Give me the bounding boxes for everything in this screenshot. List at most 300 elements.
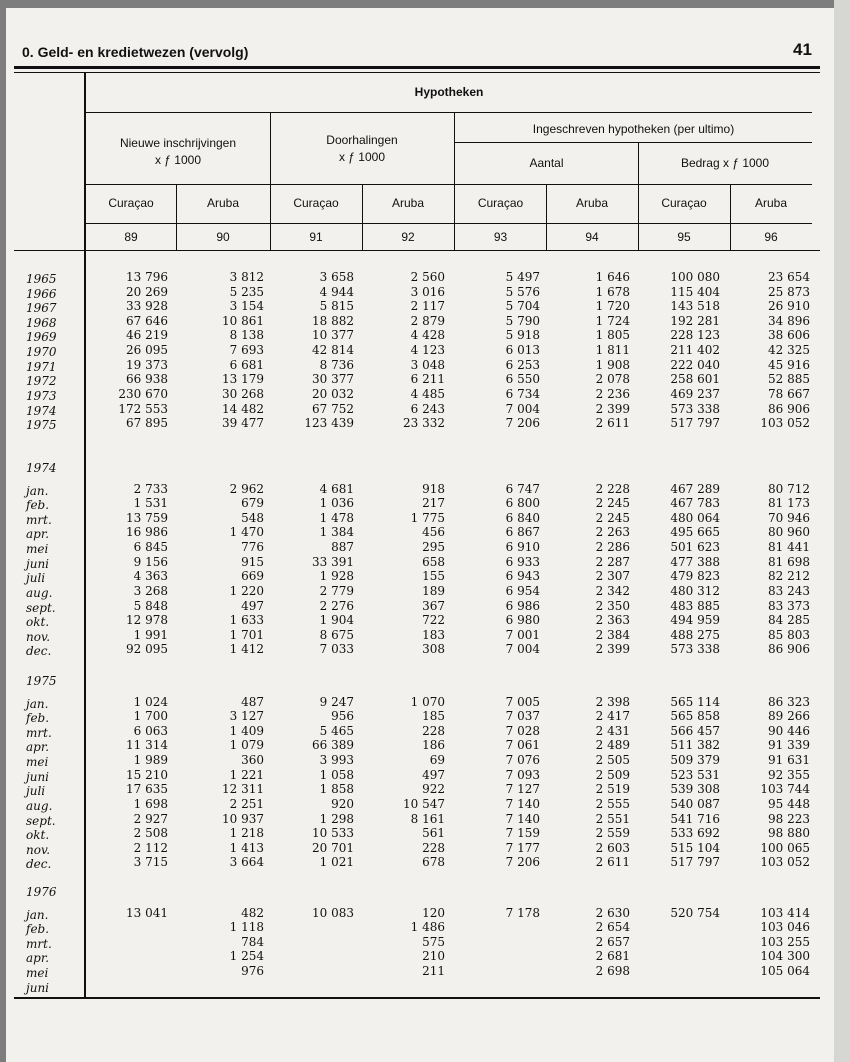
column-header-4: Aruba (391, 196, 425, 210)
rule-above-colnums (86, 223, 812, 224)
heading-aantal: Aantal (529, 156, 564, 170)
table-cell: 541 716 (670, 811, 720, 826)
table-cell: 2 350 (595, 598, 630, 613)
table-cell: 6 840 (505, 510, 540, 525)
row-label: sept. (26, 813, 56, 828)
table-cell: 2 286 (595, 540, 630, 555)
section-year-1975: 1975 (26, 674, 57, 688)
table-cell: 497 (422, 767, 445, 782)
column-header-2: Aruba (206, 196, 240, 210)
table-cell: 120 (422, 905, 445, 920)
table-cell: 4 123 (410, 343, 445, 358)
row-label: mrt. (26, 512, 52, 527)
table-cell: 1 384 (319, 525, 354, 540)
column-number-92: 92 (401, 230, 415, 244)
table-cell: 1 531 (133, 496, 168, 511)
table-cell: 81 441 (768, 540, 810, 555)
page-number: 41 (793, 40, 812, 59)
table-cell: 776 (241, 540, 264, 555)
table-cell: 922 (422, 782, 445, 797)
row-label: nov. (26, 842, 51, 857)
table-cell: 1 908 (595, 357, 630, 372)
table-cell: 956 (331, 709, 354, 724)
row-label: sept. (26, 600, 56, 615)
table-cell: 3 127 (229, 709, 264, 724)
column-number-96: 96 (764, 230, 778, 244)
table-cell: 2 927 (133, 811, 168, 826)
table-cell: 566 457 (670, 723, 720, 738)
table-cell: 2 489 (595, 738, 630, 753)
table-cell: 25 873 (768, 284, 810, 299)
table-bottom-rule (14, 997, 820, 999)
heading-bedrag: Bedrag x ƒ 1000 (680, 156, 770, 170)
table-cell: 228 (422, 840, 445, 855)
table-cell: 2 779 (319, 583, 354, 598)
row-label: 1972 (26, 374, 57, 389)
table-cell: 91 339 (768, 738, 810, 753)
table-cell: 517 797 (670, 416, 720, 431)
table-cell: 3 993 (319, 753, 354, 768)
table-cell: 2 245 (595, 510, 630, 525)
table-cell: 2 733 (133, 481, 168, 496)
header-rule (14, 66, 820, 69)
table-cell: 5 576 (505, 284, 540, 299)
heading-hypotheken: Hypotheken (414, 85, 484, 99)
row-label: juli (26, 571, 46, 586)
row-label: feb. (26, 922, 50, 937)
table-cell: 67 752 (312, 401, 354, 416)
table-cell: 658 (422, 554, 445, 569)
table-cell: 2 698 (595, 964, 630, 979)
table-cell: 83 243 (768, 583, 810, 598)
table-cell: 103 744 (760, 782, 810, 797)
table-cell: 1 720 (595, 299, 630, 314)
row-label: juni (26, 556, 50, 571)
table-cell: 533 692 (670, 826, 720, 841)
table-cell: 17 635 (126, 782, 168, 797)
table-cell: 2 508 (133, 826, 168, 841)
table-cell: 2 681 (595, 949, 630, 964)
table-cell: 78 667 (768, 386, 810, 401)
table-cell: 91 631 (768, 753, 810, 768)
column-number-95: 95 (677, 230, 691, 244)
table-cell: 26 095 (126, 343, 168, 358)
section-year-1976: 1976 (26, 885, 57, 899)
table-cell: 10 533 (312, 826, 354, 841)
table-cell: 1 470 (229, 525, 264, 540)
table-cell: 918 (422, 481, 445, 496)
table-cell: 33 928 (126, 299, 168, 314)
table-cell: 308 (422, 642, 445, 657)
table-cell: 2 263 (595, 525, 630, 540)
table-cell: 3 715 (133, 855, 168, 870)
column-header-6: Aruba (575, 196, 609, 210)
table-cell: 8 675 (319, 627, 354, 642)
table-cell: 976 (241, 964, 264, 979)
table-cell: 5 704 (505, 299, 540, 314)
column-header-5: Curaçao (477, 196, 524, 210)
table-cell: 480 312 (670, 583, 720, 598)
table-cell: 4 681 (319, 481, 354, 496)
table-cell: 185 (422, 709, 445, 724)
table-cell: 6 063 (133, 723, 168, 738)
table-cell: 494 959 (670, 613, 720, 628)
row-label: 1971 (26, 359, 57, 374)
row-label: mei (26, 966, 49, 981)
table-cell: 103 255 (760, 934, 810, 949)
table-cell: 2 117 (410, 299, 445, 314)
table-cell: 2 431 (595, 723, 630, 738)
table-cell: 2 398 (595, 694, 630, 709)
table-cell: 2 879 (410, 313, 445, 328)
column-number-93: 93 (493, 230, 508, 244)
table-cell: 38 606 (768, 328, 810, 343)
table-cell: 66 389 (312, 738, 354, 753)
table-cell: 6 986 (505, 598, 540, 613)
column-number-90: 90 (216, 230, 230, 244)
table-cell: 7 206 (505, 416, 540, 431)
table-cell: 5 815 (319, 299, 354, 314)
column-header-8: Aruba (754, 196, 788, 210)
row-label: 1966 (26, 286, 57, 301)
table-cell: 1 678 (595, 284, 630, 299)
table-cell: 784 (241, 934, 264, 949)
table-cell: 678 (422, 855, 445, 870)
rule-under-hypotheken (86, 112, 812, 113)
table-cell: 540 087 (670, 796, 720, 811)
table-cell: 487 (241, 694, 264, 709)
table-cell: 90 446 (768, 723, 810, 738)
table-cell: 2 399 (595, 642, 630, 657)
table-cell: 2 276 (319, 598, 354, 613)
table-cell: 30 377 (312, 372, 354, 387)
table-cell: 469 237 (670, 386, 720, 401)
table-cell: 6 243 (410, 401, 445, 416)
table-cell: 7 206 (505, 855, 540, 870)
table-cell: 104 300 (760, 949, 810, 964)
table-cell: 3 016 (410, 284, 445, 299)
table-cell: 210 (422, 949, 445, 964)
table-cell: 1 904 (319, 613, 354, 628)
row-label: feb. (26, 498, 50, 513)
table-cell: 10 937 (222, 811, 264, 826)
row-label: juni (26, 769, 50, 784)
table-cell: 10 083 (312, 905, 354, 920)
table-cell: 105 064 (760, 964, 810, 979)
table-cell: 9 156 (133, 554, 168, 569)
table-cell: 5 848 (133, 598, 168, 613)
table-cell: 456 (422, 525, 445, 540)
table-cell: 100 080 (670, 270, 720, 284)
table-cell: 70 946 (768, 510, 810, 525)
table-cell: 16 986 (126, 525, 168, 540)
page-header-title: 0. Geld- en kredietwezen (vervolg) (22, 44, 249, 60)
table-cell: 8 138 (229, 328, 264, 343)
table-cell: 155 (422, 569, 445, 584)
section-year-1974: 1974 (26, 461, 57, 475)
table-cell: 2 560 (410, 270, 445, 284)
table-cell: 19 373 (126, 357, 168, 372)
row-label: jan. (26, 483, 49, 498)
table-cell: 7 093 (505, 767, 540, 782)
table-cell: 67 646 (126, 313, 168, 328)
column-header-7: Curaçao (661, 196, 707, 210)
table-cell: 7 693 (229, 343, 264, 358)
table-cell: 1 805 (595, 328, 630, 343)
table-cell: 2 417 (595, 709, 630, 724)
table-cell: 3 154 (229, 299, 264, 314)
table-cell: 1 928 (319, 569, 354, 584)
table-cell: 86 323 (768, 694, 810, 709)
table-cell: 20 032 (312, 386, 354, 401)
table-cell: 13 796 (126, 270, 168, 284)
table-cell: 5 235 (229, 284, 264, 299)
table-cell: 479 823 (670, 569, 720, 584)
table-cell: 2 519 (595, 782, 630, 797)
column-number-89: 89 (124, 230, 138, 244)
table-cell: 1 412 (229, 642, 264, 657)
table-cell: 222 040 (670, 357, 720, 372)
table-cell: 2 287 (595, 554, 630, 569)
table-cell: 2 342 (595, 583, 630, 598)
table-cell: 573 338 (670, 401, 720, 416)
table-cell: 2 962 (229, 481, 264, 496)
table-cell: 7 033 (319, 642, 354, 657)
rule-under-colnums (14, 250, 820, 251)
row-label: mrt. (26, 936, 52, 951)
table-cell: 495 665 (670, 525, 720, 540)
table-cell: 5 918 (505, 328, 540, 343)
table-cell: 123 439 (304, 416, 354, 431)
table-cell: 52 885 (768, 372, 810, 387)
table-cell: 228 123 (670, 328, 720, 343)
table-cell: 7 140 (505, 796, 540, 811)
row-label: 1967 (26, 301, 57, 316)
row-label: apr. (26, 740, 50, 755)
table-cell: 2 505 (595, 753, 630, 768)
table-cell: 81 698 (768, 554, 810, 569)
table-cell: 1 036 (319, 496, 354, 511)
table-cell: 89 266 (768, 709, 810, 724)
table-cell: 20 701 (312, 840, 354, 855)
table-cell: 15 210 (126, 767, 168, 782)
table-cell: 11 314 (126, 738, 168, 753)
heading-ingeschreven: Ingeschreven hypotheken (per ultimo) (532, 122, 735, 136)
table-cell: 1 079 (229, 738, 264, 753)
row-label: okt. (26, 615, 50, 630)
rule-under-group-heads (86, 184, 812, 185)
table-cell: 7 177 (505, 840, 540, 855)
table-cell: 295 (422, 540, 445, 555)
table-cell: 2 551 (595, 811, 630, 826)
table-cell: 1 298 (319, 811, 354, 826)
row-label: mei (26, 755, 49, 770)
table-cell: 2 251 (229, 796, 264, 811)
table-cell: 4 428 (410, 328, 445, 343)
table-cell: 7 005 (505, 694, 540, 709)
table-cell: 6 253 (505, 357, 540, 372)
table-cell: 7 178 (505, 905, 540, 920)
table-cell: 2 509 (595, 767, 630, 782)
row-label: mei (26, 542, 49, 557)
table-cell: 7 004 (505, 642, 540, 657)
page-edge (834, 0, 850, 1062)
table-cell: 1 700 (133, 709, 168, 724)
table-cell: 1 024 (133, 694, 168, 709)
table-cell: 467 289 (670, 481, 720, 496)
table-cell: 172 553 (118, 401, 168, 416)
table-cell: 67 895 (126, 416, 168, 431)
table-cell: 4 485 (410, 386, 445, 401)
table-cell: 915 (241, 554, 264, 569)
table-cell: 367 (422, 598, 445, 613)
row-label: jan. (26, 696, 49, 711)
table-cell: 7 159 (505, 826, 540, 841)
table-cell: 669 (241, 569, 264, 584)
table-cell: 7 076 (505, 753, 540, 768)
table-cell: 575 (422, 934, 445, 949)
table-cell: 23 654 (768, 270, 810, 284)
table-cell: 4 363 (133, 569, 168, 584)
table-cell: 12 311 (222, 782, 264, 797)
row-label: juli (26, 784, 46, 799)
table-cell: 1 701 (229, 627, 264, 642)
table-cell: 186 (422, 738, 445, 753)
table-cell: 69 (429, 753, 445, 768)
table-cell: 42 814 (312, 343, 354, 358)
table-cell: 45 916 (768, 357, 810, 372)
table-cell: 86 906 (768, 642, 810, 657)
table-cell: 565 858 (670, 709, 720, 724)
table-cell: 6 980 (505, 613, 540, 628)
table-cell: 565 114 (670, 694, 720, 709)
row-label: 1969 (26, 330, 57, 345)
table-cell: 1 858 (319, 782, 354, 797)
table-cell: 82 212 (768, 569, 810, 584)
table-cell: 6 734 (505, 386, 540, 401)
table-cell: 1 058 (319, 767, 354, 782)
table-cell: 2 611 (595, 416, 630, 431)
table-cell: 103 052 (760, 416, 810, 431)
table-cell: 2 245 (595, 496, 630, 511)
table-cell: 3 268 (133, 583, 168, 598)
table-cell: 2 399 (595, 401, 630, 416)
table-cell: 92 355 (768, 767, 810, 782)
table-cell: 1 254 (229, 949, 264, 964)
table-cell: 1 811 (595, 343, 630, 358)
table-cell: 1 486 (410, 920, 445, 935)
table-cell: 98 880 (768, 826, 810, 841)
table-cell: 8 736 (319, 357, 354, 372)
table-cell: 360 (241, 753, 264, 768)
table-cell: 5 790 (505, 313, 540, 328)
row-label: 1974 (26, 403, 57, 418)
table-cell: 183 (422, 627, 445, 642)
table-cell: 86 906 (768, 401, 810, 416)
table-cell: 2 555 (595, 796, 630, 811)
table-cell: 34 896 (768, 313, 810, 328)
table-cell: 5 497 (505, 270, 540, 284)
table-cell: 1 070 (410, 694, 445, 709)
row-label: 1973 (26, 388, 57, 403)
table-cell: 722 (422, 613, 445, 628)
table-cell: 81 173 (768, 496, 810, 511)
table-cell: 13 759 (126, 510, 168, 525)
row-label: apr. (26, 951, 50, 966)
table-cell: 477 388 (670, 554, 720, 569)
table-cell: 9 247 (319, 694, 354, 709)
table-top-rule (14, 72, 820, 73)
table-cell: 66 938 (126, 372, 168, 387)
table-cell: 230 670 (118, 386, 168, 401)
table-cell: 33 391 (312, 554, 354, 569)
table-cell: 4 944 (319, 284, 354, 299)
table-cell: 467 783 (670, 496, 720, 511)
table-cell: 3 048 (410, 357, 445, 372)
table-cell: 228 (422, 723, 445, 738)
table-cell: 1 221 (229, 767, 264, 782)
table-cell: 515 104 (670, 840, 720, 855)
table-cell: 1 220 (229, 583, 264, 598)
table-cell: 497 (241, 598, 264, 613)
table-cell: 887 (331, 540, 354, 555)
table-cell: 1 409 (229, 723, 264, 738)
table-cell: 2 307 (595, 569, 630, 584)
table-cell: 18 882 (312, 313, 354, 328)
table-cell: 6 867 (505, 525, 540, 540)
table-cell: 7 037 (505, 709, 540, 724)
table-cell: 2 078 (595, 372, 630, 387)
table-cell: 1 413 (229, 840, 264, 855)
table-cell: 6 954 (505, 583, 540, 598)
table-cell: 83 373 (768, 598, 810, 613)
table-cell: 523 531 (670, 767, 720, 782)
rule-under-ingeschreven (455, 142, 812, 143)
table-cell: 511 382 (670, 738, 720, 753)
row-label: feb. (26, 711, 50, 726)
table-cell: 520 754 (670, 905, 720, 920)
table-cell: 1 633 (229, 613, 264, 628)
table-cell: 488 275 (670, 627, 720, 642)
table-cell: 6 933 (505, 554, 540, 569)
table-cell: 46 219 (126, 328, 168, 343)
table-cell: 2 236 (595, 386, 630, 401)
table-cell: 217 (422, 496, 445, 511)
table-cell: 6 681 (229, 357, 264, 372)
table-cell: 7 140 (505, 811, 540, 826)
table-cell: 6 910 (505, 540, 540, 555)
row-label: apr. (26, 527, 50, 542)
column-header-3: Curaçao (293, 196, 339, 210)
table-cell: 482 (241, 905, 264, 920)
table-cell: 103 414 (760, 905, 810, 920)
table-cell: 10 861 (222, 313, 264, 328)
table-cell: 20 269 (126, 284, 168, 299)
row-label: okt. (26, 828, 50, 843)
table-cell: 6 013 (505, 343, 540, 358)
table-cell: 13 179 (222, 372, 264, 387)
table-cell: 501 623 (670, 540, 720, 555)
column-number-91: 91 (309, 230, 323, 244)
table-cell: 483 885 (670, 598, 720, 613)
table-cell: 539 308 (670, 782, 720, 797)
table-cell: 10 377 (312, 328, 354, 343)
heading-doorhalingen: Doorhalingen (326, 133, 398, 147)
row-label: nov. (26, 629, 51, 644)
table-cell: 1 021 (319, 855, 354, 870)
table-cell: 1 724 (595, 313, 630, 328)
table-cell: 192 281 (670, 313, 720, 328)
